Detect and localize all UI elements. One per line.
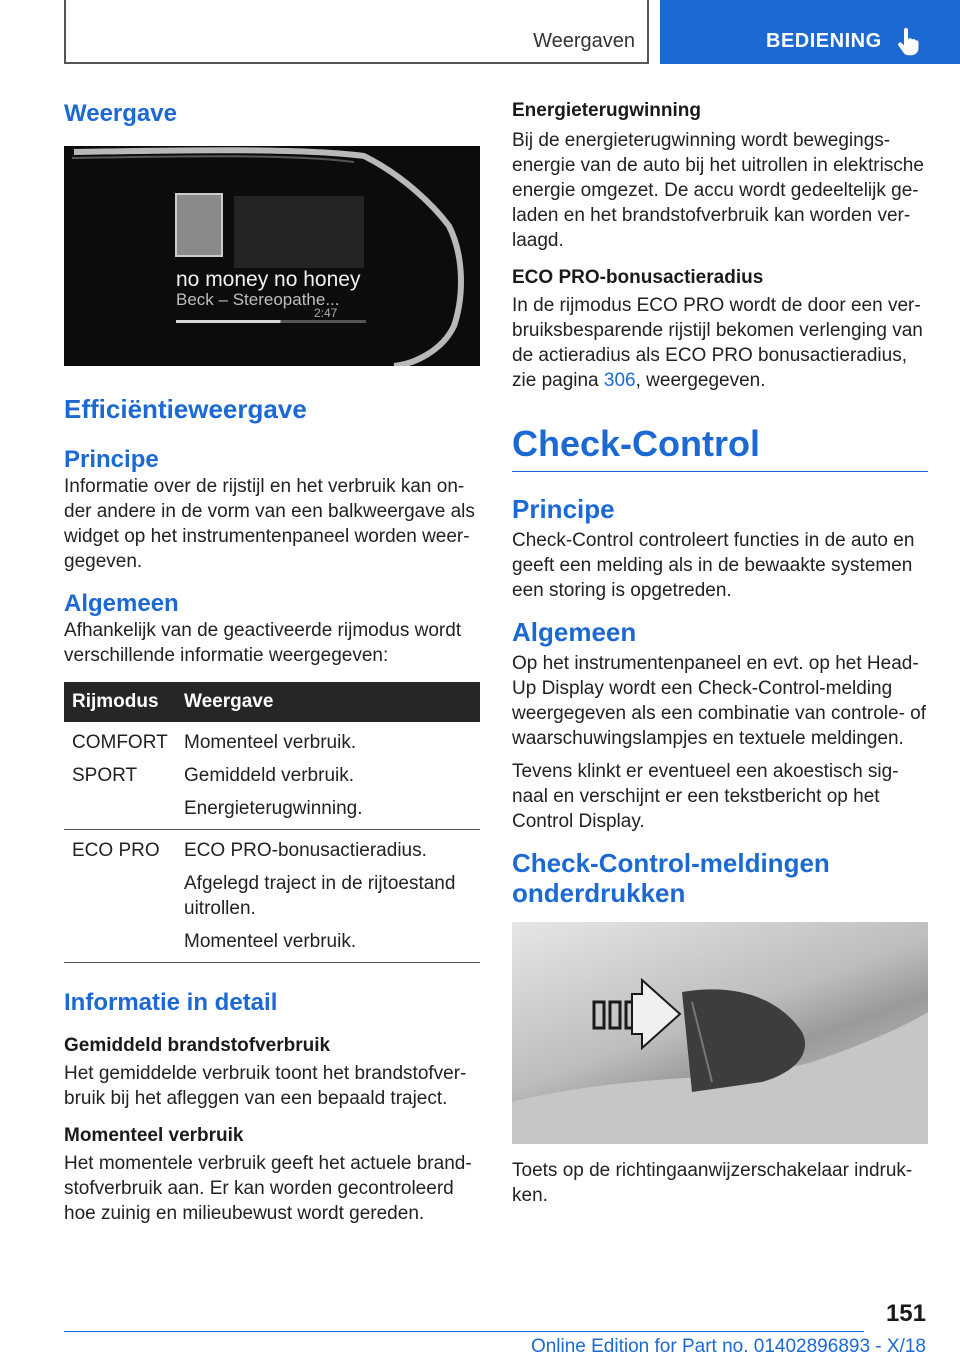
header-chapter-label: BEDIENING xyxy=(766,30,882,52)
cluster-frame-graphic xyxy=(64,146,480,366)
playback-progress-bar xyxy=(176,320,281,323)
mode-sport: SPORT xyxy=(72,765,138,786)
principe-heading: Principe xyxy=(64,446,159,473)
check-control-heading: Check-Control xyxy=(512,423,928,472)
suppress-caption: Toets op de richtingaanwijzerschakelaar indruk- ken. xyxy=(512,1160,913,1206)
footer-divider xyxy=(64,1331,864,1332)
table-header-display: Weergave xyxy=(176,682,480,722)
weergave-heading: Weergave xyxy=(64,100,177,127)
mode-eco-pro: ECO PRO xyxy=(72,840,160,861)
principe-text: Informatie over de rijstijl en het verbruik kan on- der andere in de vorm van een balkweergave als widget op het instrumentenpaneel worden weer- gegeven. xyxy=(64,476,475,572)
table-item: Energieterugwinning. xyxy=(184,798,363,819)
table-item: Gemiddeld verbruik. xyxy=(184,765,355,786)
eco-bonus-heading: ECO PRO-bonusactieradius xyxy=(512,267,764,288)
check-principe-heading: Principe xyxy=(512,494,615,524)
table-header-mode: Rijmodus xyxy=(64,682,176,722)
table-item: Momenteel verbruik. xyxy=(184,732,357,753)
header-section-title: Weergaven xyxy=(533,30,635,52)
algemeen-text: Afhankelijk van de geactiveerde rijmodus wordt verschillende informatie weergegeven: xyxy=(64,620,462,666)
energy-recovery-text: Bij de energieterugwinning wordt bewegings- energie van de auto bij het uitrollen in elektrische energie omgezet. De accu wordt gedeeltelijk ge- laden en het brandstofverbruik kan worden ver- laagd. xyxy=(512,130,924,251)
algemeen-heading: Algemeen xyxy=(64,590,179,617)
check-algemeen-text-2: Tevens klinkt er eventueel een akoestisch sig- naal en verschijnt er een tekstbericht op het Control Display. xyxy=(512,761,899,832)
avg-consumption-text: Het gemiddelde verbruik toont het brandstofver- bruik bij het afleggen van een bepaald traject. xyxy=(64,1063,467,1109)
page-reference-link[interactable]: 306 xyxy=(603,370,636,391)
track-artist: Beck – Stereopathe... xyxy=(176,290,340,309)
table-item: ECO PRO-bonusactieradius. xyxy=(184,840,427,861)
turn-signal-switch-image xyxy=(512,922,928,1144)
check-principe-text: Check-Control controleert functies in de auto en geeft een melding als in de bewaakte systemen een storing is opgetreden. xyxy=(512,530,915,601)
table-item: Momenteel verbruik. xyxy=(184,931,357,952)
current-consumption-heading: Momenteel verbruik xyxy=(64,1125,244,1146)
left-column xyxy=(64,100,480,1226)
mode-comfort: COMFORT xyxy=(72,732,168,753)
efficiency-heading: Efficiëntieweergave xyxy=(64,394,307,424)
right-column xyxy=(512,100,928,1208)
pointing-hand-icon xyxy=(896,28,920,56)
footer-edition-link[interactable]: Online Edition for Part no. 01402896893 - X/18 xyxy=(530,1336,926,1357)
current-consumption-text: Het momentele verbruik geeft het actuele brand- stofverbruik aan. Er kan worden gecontroleerd hoe zuinig en milieubewust wordt gereden. xyxy=(64,1153,472,1224)
table-row xyxy=(64,722,480,830)
table-row xyxy=(64,830,480,963)
track-title: no money no honey xyxy=(176,268,361,291)
suppress-messages-heading: Check-Control-meldingen onderdrukken xyxy=(512,848,830,908)
avg-consumption-heading: Gemiddeld brandstofverbruik xyxy=(64,1035,331,1056)
detail-heading: Informatie in detail xyxy=(64,989,278,1016)
drive-mode-table xyxy=(64,682,480,963)
eco-bonus-text: In de rijmodus ECO PRO wordt de door een ver- bruiksbesparende rijstijl bekomen verlenging van de actieradius als ECO PRO bonusactieradius, zie pagina 306, weergegeven. xyxy=(512,295,923,391)
table-item: Afgelegd traject in de rijtoestand uitrollen. xyxy=(184,873,456,919)
track-time: 2:47 xyxy=(314,306,338,320)
energy-recovery-heading: Energieterugwinning xyxy=(512,100,701,121)
instrument-cluster-image xyxy=(64,146,480,366)
check-algemeen-text: Op het instrumentenpaneel en evt. op het Head- Up Display wordt een Check-Control-melding weergegeven als een combinatie van controle- of waarschuwingslampjes en textuele meldingen. xyxy=(512,653,927,749)
check-algemeen-heading: Algemeen xyxy=(512,617,637,647)
turn-signal-switch-graphic xyxy=(512,922,928,1144)
page-number: 151 xyxy=(885,1300,926,1327)
